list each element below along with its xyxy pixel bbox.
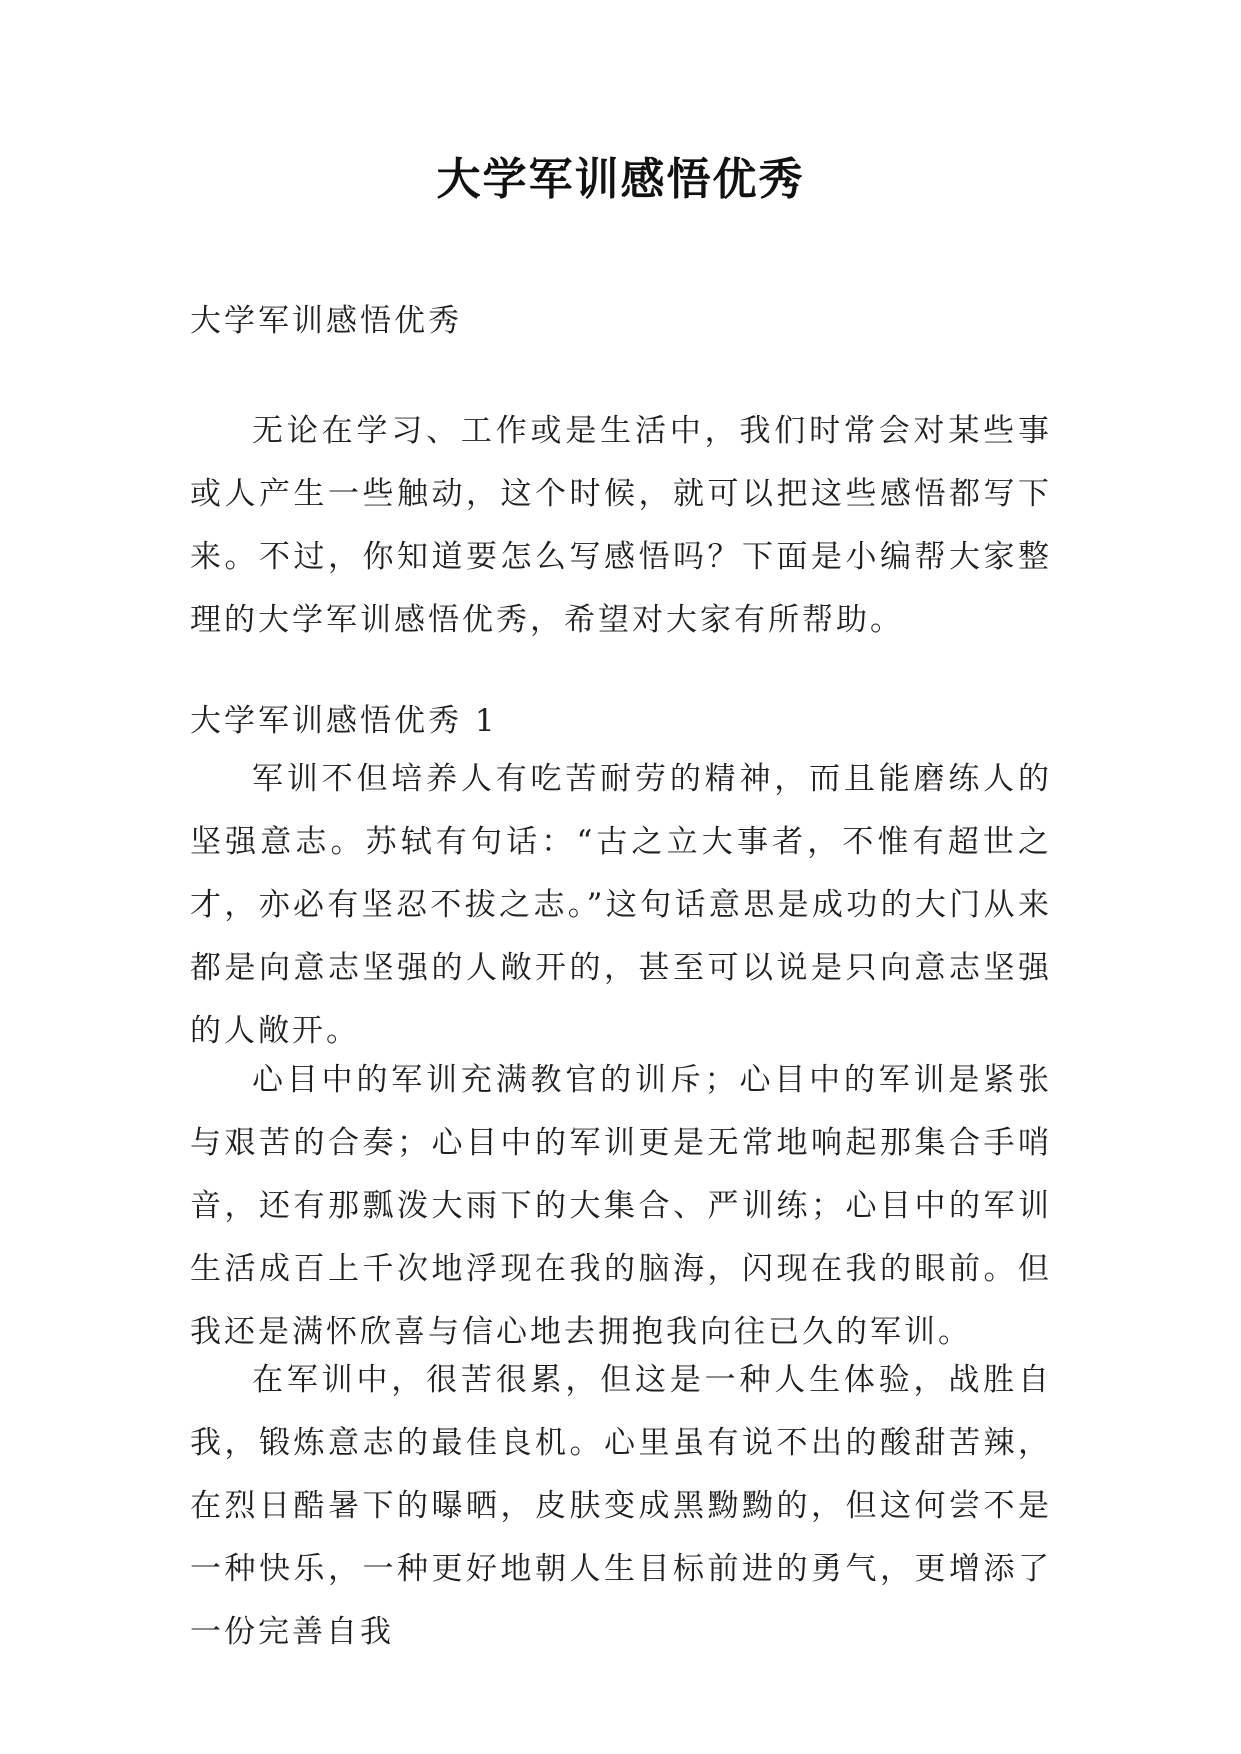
section-heading: 大学军训感悟优秀 1 bbox=[190, 703, 498, 739]
body-paragraph-3: 在军训中，很苦很累，但这是一种人生体验，战胜自我，锻炼意志的最佳良机。心里虽有说不出的酸甜苦辣，在烈日酷暑下的曝晒，皮肤变成黑黝黝的，但这何尝不是一种快乐，一种更好地朝人生目标前进的勇气，更增添了一份完善自我 bbox=[190, 1362, 1052, 1650]
intro-paragraph: 无论在学习、工作或是生活中，我们时常会对某些事或人产生一些触动，这个时候，就可以把这些感悟都写下来。不过，你知道要怎么写感悟吗？下面是小编帮大家整理的大学军训感悟优秀，希望对大家有所帮助。 bbox=[190, 413, 1052, 638]
document-subtitle: 大学军训感悟优秀 bbox=[190, 303, 462, 339]
body-paragraph-2: 心目中的军训充满教官的训斥；心目中的军训是紧张与艰苦的合奏；心目中的军训更是无常地响起那集合手哨音，还有那瓢泼大雨下的大集合、严训练；心目中的军训生活成百上千次地浮现在我的脑海，闪现在我的眼前。但我还是满怀欣喜与信心地去拥抱我向往已久的军训。 bbox=[190, 1062, 1052, 1350]
body-paragraph-1: 军训不但培养人有吃苦耐劳的精神，而且能磨练人的坚强意志。苏轼有句话：“古之立大事者，不惟有超世之才，亦必有坚忍不拔之志。”这句话意思是成功的大门从来都是向意志坚强的人敞开的，甚至可以说是只向意志坚强的人敞开。 bbox=[190, 761, 1052, 1049]
document-title: 大学军训感悟优秀 bbox=[436, 154, 805, 205]
